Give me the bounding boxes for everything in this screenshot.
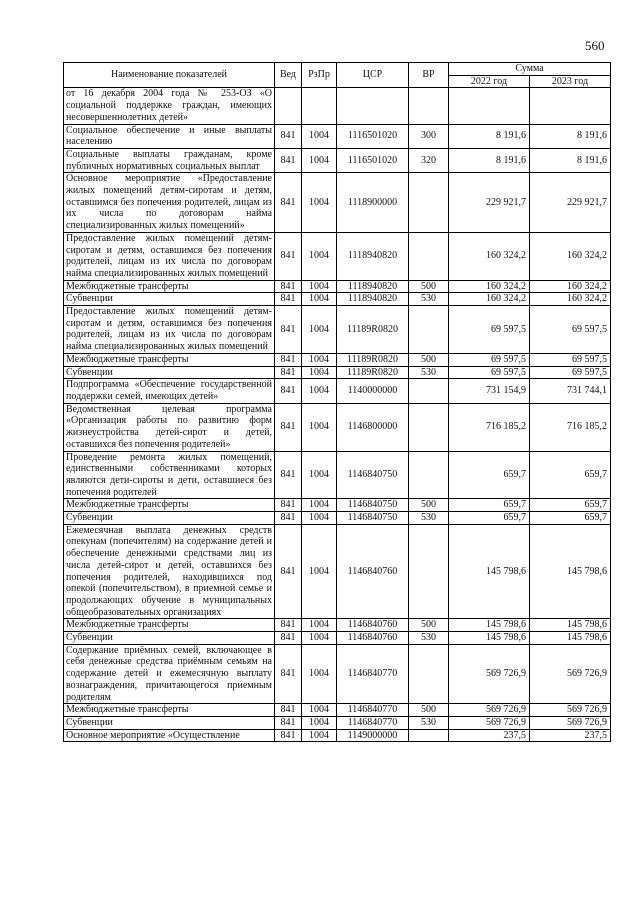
cell-vr: 530 — [409, 716, 449, 729]
cell-csr: 1118940820 — [337, 280, 409, 293]
cell-y2: 731 744,1 — [530, 379, 611, 403]
header-sum: Сумма — [449, 63, 611, 76]
cell-y2: 659,7 — [530, 512, 611, 525]
cell-vr: 500 — [409, 353, 449, 366]
cell-rzpr: 1004 — [302, 379, 337, 403]
header-name: Наименование показателей — [64, 63, 275, 88]
table-row — [64, 173, 611, 233]
table-row — [64, 512, 611, 525]
cell-name: Основное мероприятие «Предоставление жилых помещений детям-сиротам и детям, оставшимся без попечения родителей, лицам из их числа по договорам найма специализированных жилых помещений» — [64, 173, 275, 233]
cell-csr: 1146840770 — [337, 644, 409, 704]
cell-rzpr: 1004 — [302, 632, 337, 645]
table-row — [64, 619, 611, 632]
cell-name: Межбюджетные трансферты — [64, 499, 275, 512]
cell-ved: 841 — [275, 306, 302, 354]
cell-vr — [409, 451, 449, 499]
cell-csr: 11189R0820 — [337, 353, 409, 366]
cell-rzpr: 1004 — [302, 366, 337, 379]
header-csr: ЦСР — [337, 63, 409, 88]
cell-csr: 1118900000 — [337, 173, 409, 233]
table-row — [64, 232, 611, 280]
cell-vr — [409, 173, 449, 233]
cell-y2: 145 798,6 — [530, 524, 611, 619]
cell-ved: 841 — [275, 451, 302, 499]
cell-rzpr: 1004 — [302, 451, 337, 499]
cell-y1: 69 597,5 — [449, 353, 530, 366]
cell-rzpr: 1004 — [302, 148, 337, 172]
cell-y1 — [449, 88, 530, 124]
cell-name: Подпрограмма «Обеспечение государственной поддержки семей, имеющих детей» — [64, 379, 275, 403]
cell-y1: 160 324,2 — [449, 232, 530, 280]
cell-y1: 69 597,5 — [449, 306, 530, 354]
cell-rzpr: 1004 — [302, 353, 337, 366]
table-row — [64, 499, 611, 512]
cell-ved: 841 — [275, 232, 302, 280]
cell-ved: 841 — [275, 512, 302, 525]
cell-y1: 145 798,6 — [449, 524, 530, 619]
cell-ved: 841 — [275, 173, 302, 233]
cell-y2: 716 185,2 — [530, 403, 611, 451]
table-row — [64, 632, 611, 645]
cell-name: Субвенции — [64, 632, 275, 645]
cell-csr: 1149000000 — [337, 729, 409, 742]
cell-y1: 659,7 — [449, 451, 530, 499]
cell-y2: 69 597,5 — [530, 306, 611, 354]
cell-ved: 841 — [275, 619, 302, 632]
cell-y2: 569 726,9 — [530, 644, 611, 704]
cell-ved: 841 — [275, 524, 302, 619]
cell-y2: 8 191,6 — [530, 148, 611, 172]
cell-vr: 500 — [409, 280, 449, 293]
cell-y1: 659,7 — [449, 512, 530, 525]
cell-y1: 160 324,2 — [449, 280, 530, 293]
cell-ved: 841 — [275, 729, 302, 742]
cell-name: Основное мероприятие «Осуществление — [64, 729, 275, 742]
table-row — [64, 124, 611, 148]
cell-vr: 530 — [409, 632, 449, 645]
cell-ved: 841 — [275, 403, 302, 451]
cell-name: Ежемесячная выплата денежных средств опекунам (попечителям) на содержание детей и обеспечение денежными средствами лиц из числа детей-сирот и детей, оставшихся без попечения родителей, находившихся под опекой (попечительством), в приемной семье и продолжающих обучение в муниципальных общеобразовательных организациях — [64, 524, 275, 619]
cell-csr: 11189R0820 — [337, 306, 409, 354]
cell-y1: 731 154,9 — [449, 379, 530, 403]
cell-rzpr: 1004 — [302, 306, 337, 354]
table-row — [64, 88, 611, 124]
cell-ved: 841 — [275, 124, 302, 148]
cell-y1: 145 798,6 — [449, 632, 530, 645]
cell-name: Межбюджетные трансферты — [64, 353, 275, 366]
cell-csr: 1140000000 — [337, 379, 409, 403]
cell-rzpr: 1004 — [302, 173, 337, 233]
cell-y2: 8 191,6 — [530, 124, 611, 148]
cell-y2: 69 597,5 — [530, 366, 611, 379]
cell-ved: 841 — [275, 716, 302, 729]
cell-y2: 145 798,6 — [530, 619, 611, 632]
cell-name: Субвенции — [64, 366, 275, 379]
cell-y2: 160 324,2 — [530, 232, 611, 280]
cell-rzpr: 1004 — [302, 704, 337, 717]
cell-name: Предоставление жилых помещений детям-сиротам и детям, оставшимся без попечения родителей, лицам из их числа по договорам найма специализированных жилых помещений — [64, 306, 275, 354]
cell-name: Содержание приёмных семей, включающее в себя денежные средства приёмным семьям на содержание детей и ежемесячную выплату вознаграждения, причитающегося приемным родителям — [64, 644, 275, 704]
cell-y2: 160 324,2 — [530, 280, 611, 293]
page-number: 560 — [585, 38, 605, 53]
cell-name: Межбюджетные трансферты — [64, 280, 275, 293]
cell-csr — [337, 88, 409, 124]
cell-csr: 1146840760 — [337, 632, 409, 645]
table-row — [64, 403, 611, 451]
cell-vr: 300 — [409, 124, 449, 148]
cell-rzpr: 1004 — [302, 716, 337, 729]
table-row — [64, 280, 611, 293]
cell-vr — [409, 232, 449, 280]
cell-csr: 1146840760 — [337, 619, 409, 632]
cell-y2: 237,5 — [530, 729, 611, 742]
header-vr: ВР — [409, 63, 449, 88]
cell-name: Социальные выплаты гражданам, кроме публичных нормативных социальных выплат — [64, 148, 275, 172]
cell-ved: 841 — [275, 379, 302, 403]
cell-y2: 659,7 — [530, 451, 611, 499]
cell-rzpr: 1004 — [302, 729, 337, 742]
header-year-2023: 2023 год — [530, 75, 611, 88]
cell-rzpr: 1004 — [302, 232, 337, 280]
cell-vr: 530 — [409, 366, 449, 379]
cell-csr: 1146840760 — [337, 524, 409, 619]
cell-name: Субвенции — [64, 293, 275, 306]
cell-csr: 1146840770 — [337, 704, 409, 717]
cell-y2: 145 798,6 — [530, 632, 611, 645]
cell-ved: 841 — [275, 293, 302, 306]
cell-y1: 659,7 — [449, 499, 530, 512]
cell-rzpr: 1004 — [302, 524, 337, 619]
table-row — [64, 366, 611, 379]
cell-vr: 500 — [409, 499, 449, 512]
table-row — [64, 644, 611, 704]
cell-csr: 11189R0820 — [337, 366, 409, 379]
header-year-2022: 2022 год — [449, 75, 530, 88]
table-row — [64, 451, 611, 499]
cell-ved: 841 — [275, 499, 302, 512]
cell-y2: 160 324,2 — [530, 293, 611, 306]
cell-rzpr: 1004 — [302, 280, 337, 293]
cell-name: Ведомственная целевая программа «Организация работы по развитию форм жизнеустройства детей-сирот и детей, оставшихся без попечения родителей» — [64, 403, 275, 451]
cell-csr: 1118940820 — [337, 293, 409, 306]
cell-y1: 8 191,6 — [449, 148, 530, 172]
cell-name: Субвенции — [64, 512, 275, 525]
cell-ved: 841 — [275, 632, 302, 645]
table-row — [64, 148, 611, 172]
cell-vr: 500 — [409, 704, 449, 717]
cell-csr: 1116501020 — [337, 124, 409, 148]
cell-name: Проведение ремонта жилых помещений, единственными собственниками которых являются дети-сироты и дети, оставшиеся без попечения родителей — [64, 451, 275, 499]
cell-csr: 1146840750 — [337, 451, 409, 499]
header-rzpr: РзПр — [302, 63, 337, 88]
cell-ved: 841 — [275, 366, 302, 379]
table-row — [64, 306, 611, 354]
cell-ved: 841 — [275, 353, 302, 366]
cell-rzpr: 1004 — [302, 293, 337, 306]
cell-rzpr: 1004 — [302, 644, 337, 704]
table-row — [64, 716, 611, 729]
cell-ved: 841 — [275, 148, 302, 172]
cell-y1: 237,5 — [449, 729, 530, 742]
cell-vr — [409, 306, 449, 354]
cell-vr: 530 — [409, 512, 449, 525]
cell-ved: 841 — [275, 644, 302, 704]
cell-vr: 530 — [409, 293, 449, 306]
cell-vr — [409, 644, 449, 704]
cell-csr: 1146840750 — [337, 499, 409, 512]
cell-csr: 1146840770 — [337, 716, 409, 729]
cell-csr: 1116501020 — [337, 148, 409, 172]
table-row — [64, 704, 611, 717]
cell-vr — [409, 403, 449, 451]
cell-name: Предоставление жилых помещений детям-сиротам и детям, оставшимся без попечения родителей, лицам из их числа по договорам найма специализированных жилых помещений — [64, 232, 275, 280]
cell-y2: 69 597,5 — [530, 353, 611, 366]
cell-y2: 569 726,9 — [530, 716, 611, 729]
table-row — [64, 524, 611, 619]
table-row — [64, 293, 611, 306]
cell-vr — [409, 524, 449, 619]
cell-rzpr: 1004 — [302, 512, 337, 525]
cell-name: Социальное обеспечение и иные выплаты населению — [64, 124, 275, 148]
cell-csr: 1146840750 — [337, 512, 409, 525]
cell-rzpr — [302, 88, 337, 124]
cell-ved — [275, 88, 302, 124]
cell-name: Межбюджетные трансферты — [64, 704, 275, 717]
cell-y1: 229 921,7 — [449, 173, 530, 233]
table-row — [64, 353, 611, 366]
cell-ved: 841 — [275, 704, 302, 717]
cell-y2 — [530, 88, 611, 124]
cell-ved: 841 — [275, 280, 302, 293]
cell-y1: 569 726,9 — [449, 644, 530, 704]
cell-rzpr: 1004 — [302, 619, 337, 632]
cell-csr: 1118940820 — [337, 232, 409, 280]
budget-table — [63, 62, 611, 742]
cell-vr — [409, 379, 449, 403]
cell-y1: 8 191,6 — [449, 124, 530, 148]
cell-vr — [409, 729, 449, 742]
header-ved: Вед — [275, 63, 302, 88]
cell-y1: 69 597,5 — [449, 366, 530, 379]
table-row — [64, 729, 611, 742]
cell-y2: 569 726,9 — [530, 704, 611, 717]
cell-y1: 716 185,2 — [449, 403, 530, 451]
cell-rzpr: 1004 — [302, 499, 337, 512]
cell-csr: 1146800000 — [337, 403, 409, 451]
cell-name: от 16 декабря 2004 года № 253-ОЗ «О социальной поддержке граждан, имеющих несовершеннолетних детей» — [64, 88, 275, 124]
cell-name: Субвенции — [64, 716, 275, 729]
cell-y2: 659,7 — [530, 499, 611, 512]
cell-y1: 160 324,2 — [449, 293, 530, 306]
cell-vr — [409, 88, 449, 124]
cell-vr: 500 — [409, 619, 449, 632]
cell-y1: 569 726,9 — [449, 704, 530, 717]
cell-y1: 569 726,9 — [449, 716, 530, 729]
cell-rzpr: 1004 — [302, 124, 337, 148]
cell-rzpr: 1004 — [302, 403, 337, 451]
cell-y1: 145 798,6 — [449, 619, 530, 632]
cell-vr: 320 — [409, 148, 449, 172]
cell-name: Межбюджетные трансферты — [64, 619, 275, 632]
table-row — [64, 379, 611, 403]
cell-y2: 229 921,7 — [530, 173, 611, 233]
